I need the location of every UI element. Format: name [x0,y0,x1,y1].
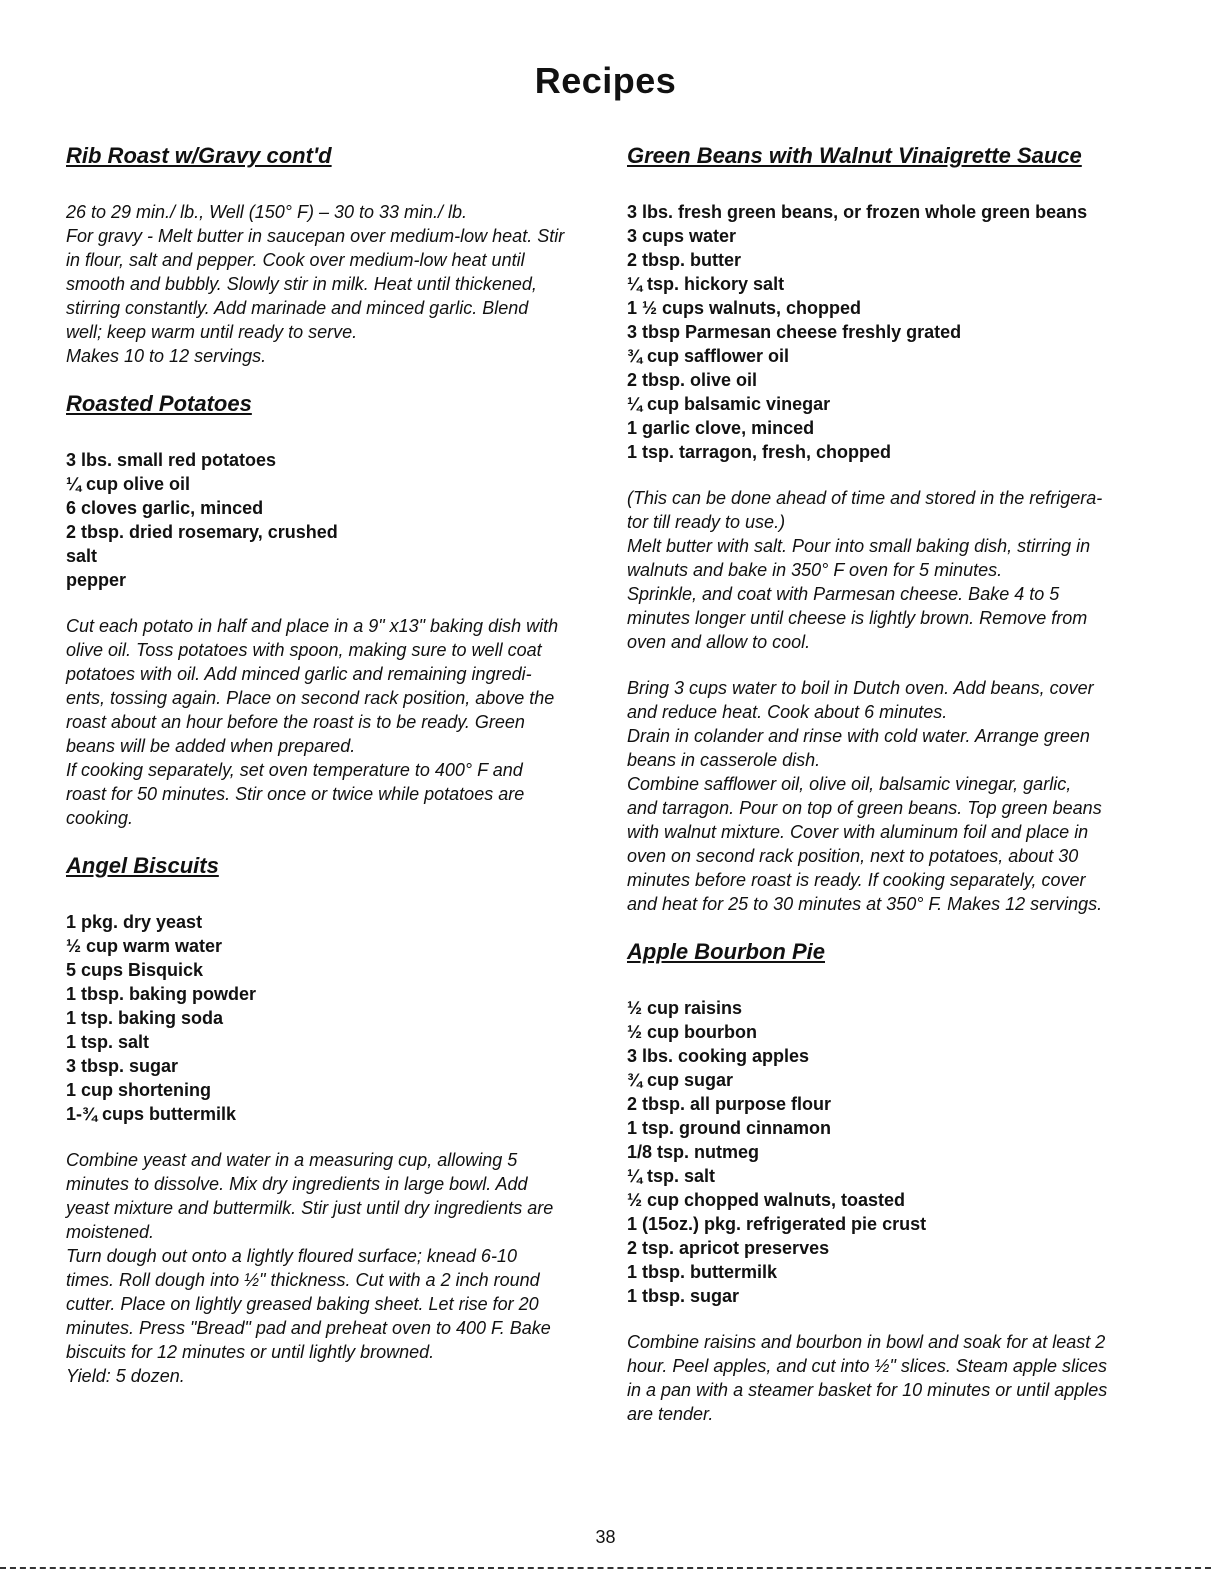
text-line: Sprinkle, and coat with Parmesan cheese. Bake 4 to 5 [627,584,1060,604]
ingredient: 2 tbsp. butter [627,250,742,270]
ingredient: salt [66,546,98,566]
section-title: Apple Bourbon Pie [627,939,825,964]
section-title: Angel Biscuits [66,853,219,878]
left-column [66,142,606,1410]
angel-biscuits-section [66,852,606,1388]
green-beans-section [627,142,1152,916]
ingredient: 3 lbs. small red potatoes [66,450,277,470]
ingredient: 1 tsp. baking soda [66,1008,224,1028]
text-line: beans in casserole dish. [627,750,821,770]
text-line: Melt butter with salt. Pour into small baking dish, stirring in [627,536,1091,556]
text-line: walnuts and bake in 350° F oven for 5 minutes. [627,560,1003,580]
text-line: times. Roll dough into ½" thickness. Cut with a 2 inch round [66,1270,540,1290]
ingredient: pepper [66,570,127,590]
ingredient: 1 tbsp. baking powder [66,984,257,1004]
text-line: 26 to 29 min./ lb., Well (150° F) – 30 to 33 min./ lb. [66,202,468,222]
ingredient: 6 cloves garlic, minced [66,498,264,518]
ingredient: 3 lbs. cooking apples [627,1046,810,1066]
ingredient: ¼ cup olive oil [66,474,191,494]
section-title: Roasted Potatoes [66,391,252,416]
text-line: with walnut mixture. Cover with aluminum foil and place in [627,822,1089,842]
text-line: Combine yeast and water in a measuring cup, allowing 5 [66,1150,518,1170]
text-line: yeast mixture and buttermilk. Stir just until dry ingredients are [66,1198,554,1218]
text-line: (This can be done ahead of time and stored in the refrigera- [627,488,1103,508]
text-line: ents, tossing again. Place on second rack position, above the [66,688,555,708]
roasted-potatoes-text [66,614,606,830]
roasted-potatoes-section [66,390,606,830]
section-title: Rib Roast w/Gravy cont'd [66,143,332,168]
ingredient: 1 ½ cups walnuts, chopped [627,298,862,318]
text-line: Combine raisins and bourbon in bowl and soak for at least 2 [627,1332,1106,1352]
text-line: Turn dough out onto a lightly floured surface; knead 6-10 [66,1246,517,1266]
ingredient: 3 tbsp Parmesan cheese freshly grated [627,322,962,342]
rib-roast-text [66,200,606,368]
page-number: 38 [595,1527,616,1547]
text-line: olive oil. Toss potatoes with spoon, making sure to well coat [66,640,542,660]
text-line: beans will be added when prepared. [66,736,356,756]
ingredient: 1 pkg. dry yeast [66,912,203,932]
text-line: smooth and bubbly. Slowly stir in milk. Heat until thickened, [66,274,537,294]
apple-pie-text [627,1330,1152,1426]
ingredient: 2 tbsp. dried rosemary, crushed [66,522,338,542]
ingredient: ¼ cup balsamic vinegar [627,394,831,414]
text-line: minutes to dissolve. Mix dry ingredients in large bowl. Add [66,1174,528,1194]
text-line: stirring constantly. Add marinade and minced garlic. Blend [66,298,529,318]
ingredient: 1 cup shortening [66,1080,212,1100]
ingredient: 1/8 tsp. nutmeg [627,1142,760,1162]
rib-roast-section [66,142,606,368]
ingredient-list [627,996,1152,1308]
text-line: in a pan with a steamer basket for 10 minutes or until apples [627,1380,1108,1400]
ingredient: 1-¾ cups buttermilk [66,1104,237,1124]
text-line: and reduce heat. Cook about 6 minutes. [627,702,948,722]
text-line: Yield: 5 dozen. [66,1366,185,1386]
text-line: minutes before roast is ready. If cooking separately, cover [627,870,1086,890]
ingredient: 2 tbsp. olive oil [627,370,758,390]
ingredient: 1 tbsp. sugar [627,1286,740,1306]
apple-pie-section [627,938,1152,1426]
text-line: roast about an hour before the roast is to be ready. Green [66,712,525,732]
ingredient-list [66,910,606,1126]
page-title: Recipes [534,60,677,101]
angel-biscuits-text [66,1148,606,1388]
ingredient: 3 cups water [627,226,737,246]
ingredient: 5 cups Bisquick [66,960,204,980]
text-line: Drain in colander and rinse with cold water. Arrange green [627,726,1090,746]
text-line: are tender. [627,1404,714,1424]
ingredient: 1 garlic clove, minced [627,418,815,438]
text-line: in flour, salt and pepper. Cook over medium-low heat until [66,250,525,270]
text-line: minutes. Press "Bread" pad and preheat oven to 400 F. Bake [66,1318,551,1338]
bottom-divider [0,1567,1211,1569]
text-line: Makes 10 to 12 servings. [66,346,267,366]
ingredient: 1 tsp. tarragon, fresh, chopped [627,442,892,462]
ingredient: ¾ cup safflower oil [627,346,790,366]
ingredient: ½ cup raisins [627,998,743,1018]
ingredient: 3 lbs. fresh green beans, or frozen whole green beans [627,202,1088,222]
green-beans-text-2 [627,676,1152,916]
ingredient: 2 tsp. apricot preserves [627,1238,830,1258]
text-line: Bring 3 cups water to boil in Dutch oven. Add beans, cover [627,678,1094,698]
ingredient: 2 tbsp. all purpose flour [627,1094,832,1114]
ingredient: 3 tbsp. sugar [66,1056,179,1076]
text-line: Cut each potato in half and place in a 9" x13" baking dish with [66,616,559,636]
text-line: For gravy - Melt butter in saucepan over medium-low heat. Stir [66,226,565,246]
text-line: minutes longer until cheese is lightly brown. Remove from [627,608,1088,628]
text-line: tor till ready to use.) [627,512,786,532]
text-line: and tarragon. Pour on top of green beans. Top green beans [627,798,1102,818]
section-title: Green Beans with Walnut Vinaigrette Sauce [627,143,1082,168]
text-line: If cooking separately, set oven temperature to 400° F and [66,760,523,780]
ingredient-list [627,200,1152,464]
ingredient: 1 tsp. ground cinnamon [627,1118,832,1138]
ingredient: 1 tsp. salt [66,1032,150,1052]
ingredient: ¼ tsp. hickory salt [627,274,785,294]
ingredient: ¾ cup sugar [627,1070,734,1090]
ingredient: ½ cup warm water [66,936,223,956]
text-line: roast for 50 minutes. Stir once or twice while potatoes are [66,784,525,804]
text-line: cooking. [66,808,134,828]
ingredient: 1 tbsp. buttermilk [627,1262,778,1282]
text-line: oven on second rack position, next to potatoes, about 30 [627,846,1079,866]
ingredient: 1 (15oz.) pkg. refrigerated pie crust [627,1214,927,1234]
text-line: moistened. [66,1222,155,1242]
text-line: hour. Peel apples, and cut into ½" slices. Steam apple slices [627,1356,1107,1376]
text-line: potatoes with oil. Add minced garlic and remaining ingredi- [66,664,532,684]
green-beans-text-1 [627,486,1152,654]
text-line: cutter. Place on lightly greased baking sheet. Let rise for 20 [66,1294,539,1314]
text-line: biscuits for 12 minutes or until lightly browned. [66,1342,435,1362]
ingredient: ¼ tsp. salt [627,1166,716,1186]
ingredient: ½ cup bourbon [627,1022,757,1042]
ingredient-list [66,448,606,592]
ingredient: ½ cup chopped walnuts, toasted [627,1190,906,1210]
text-line: well; keep warm until ready to serve. [66,322,358,342]
text-line: and heat for 25 to 30 minutes at 350° F. Makes 12 servings. [627,894,1103,914]
right-column [627,142,1152,1448]
text-line: oven and allow to cool. [627,632,811,652]
text-line: Combine safflower oil, olive oil, balsamic vinegar, garlic, [627,774,1072,794]
